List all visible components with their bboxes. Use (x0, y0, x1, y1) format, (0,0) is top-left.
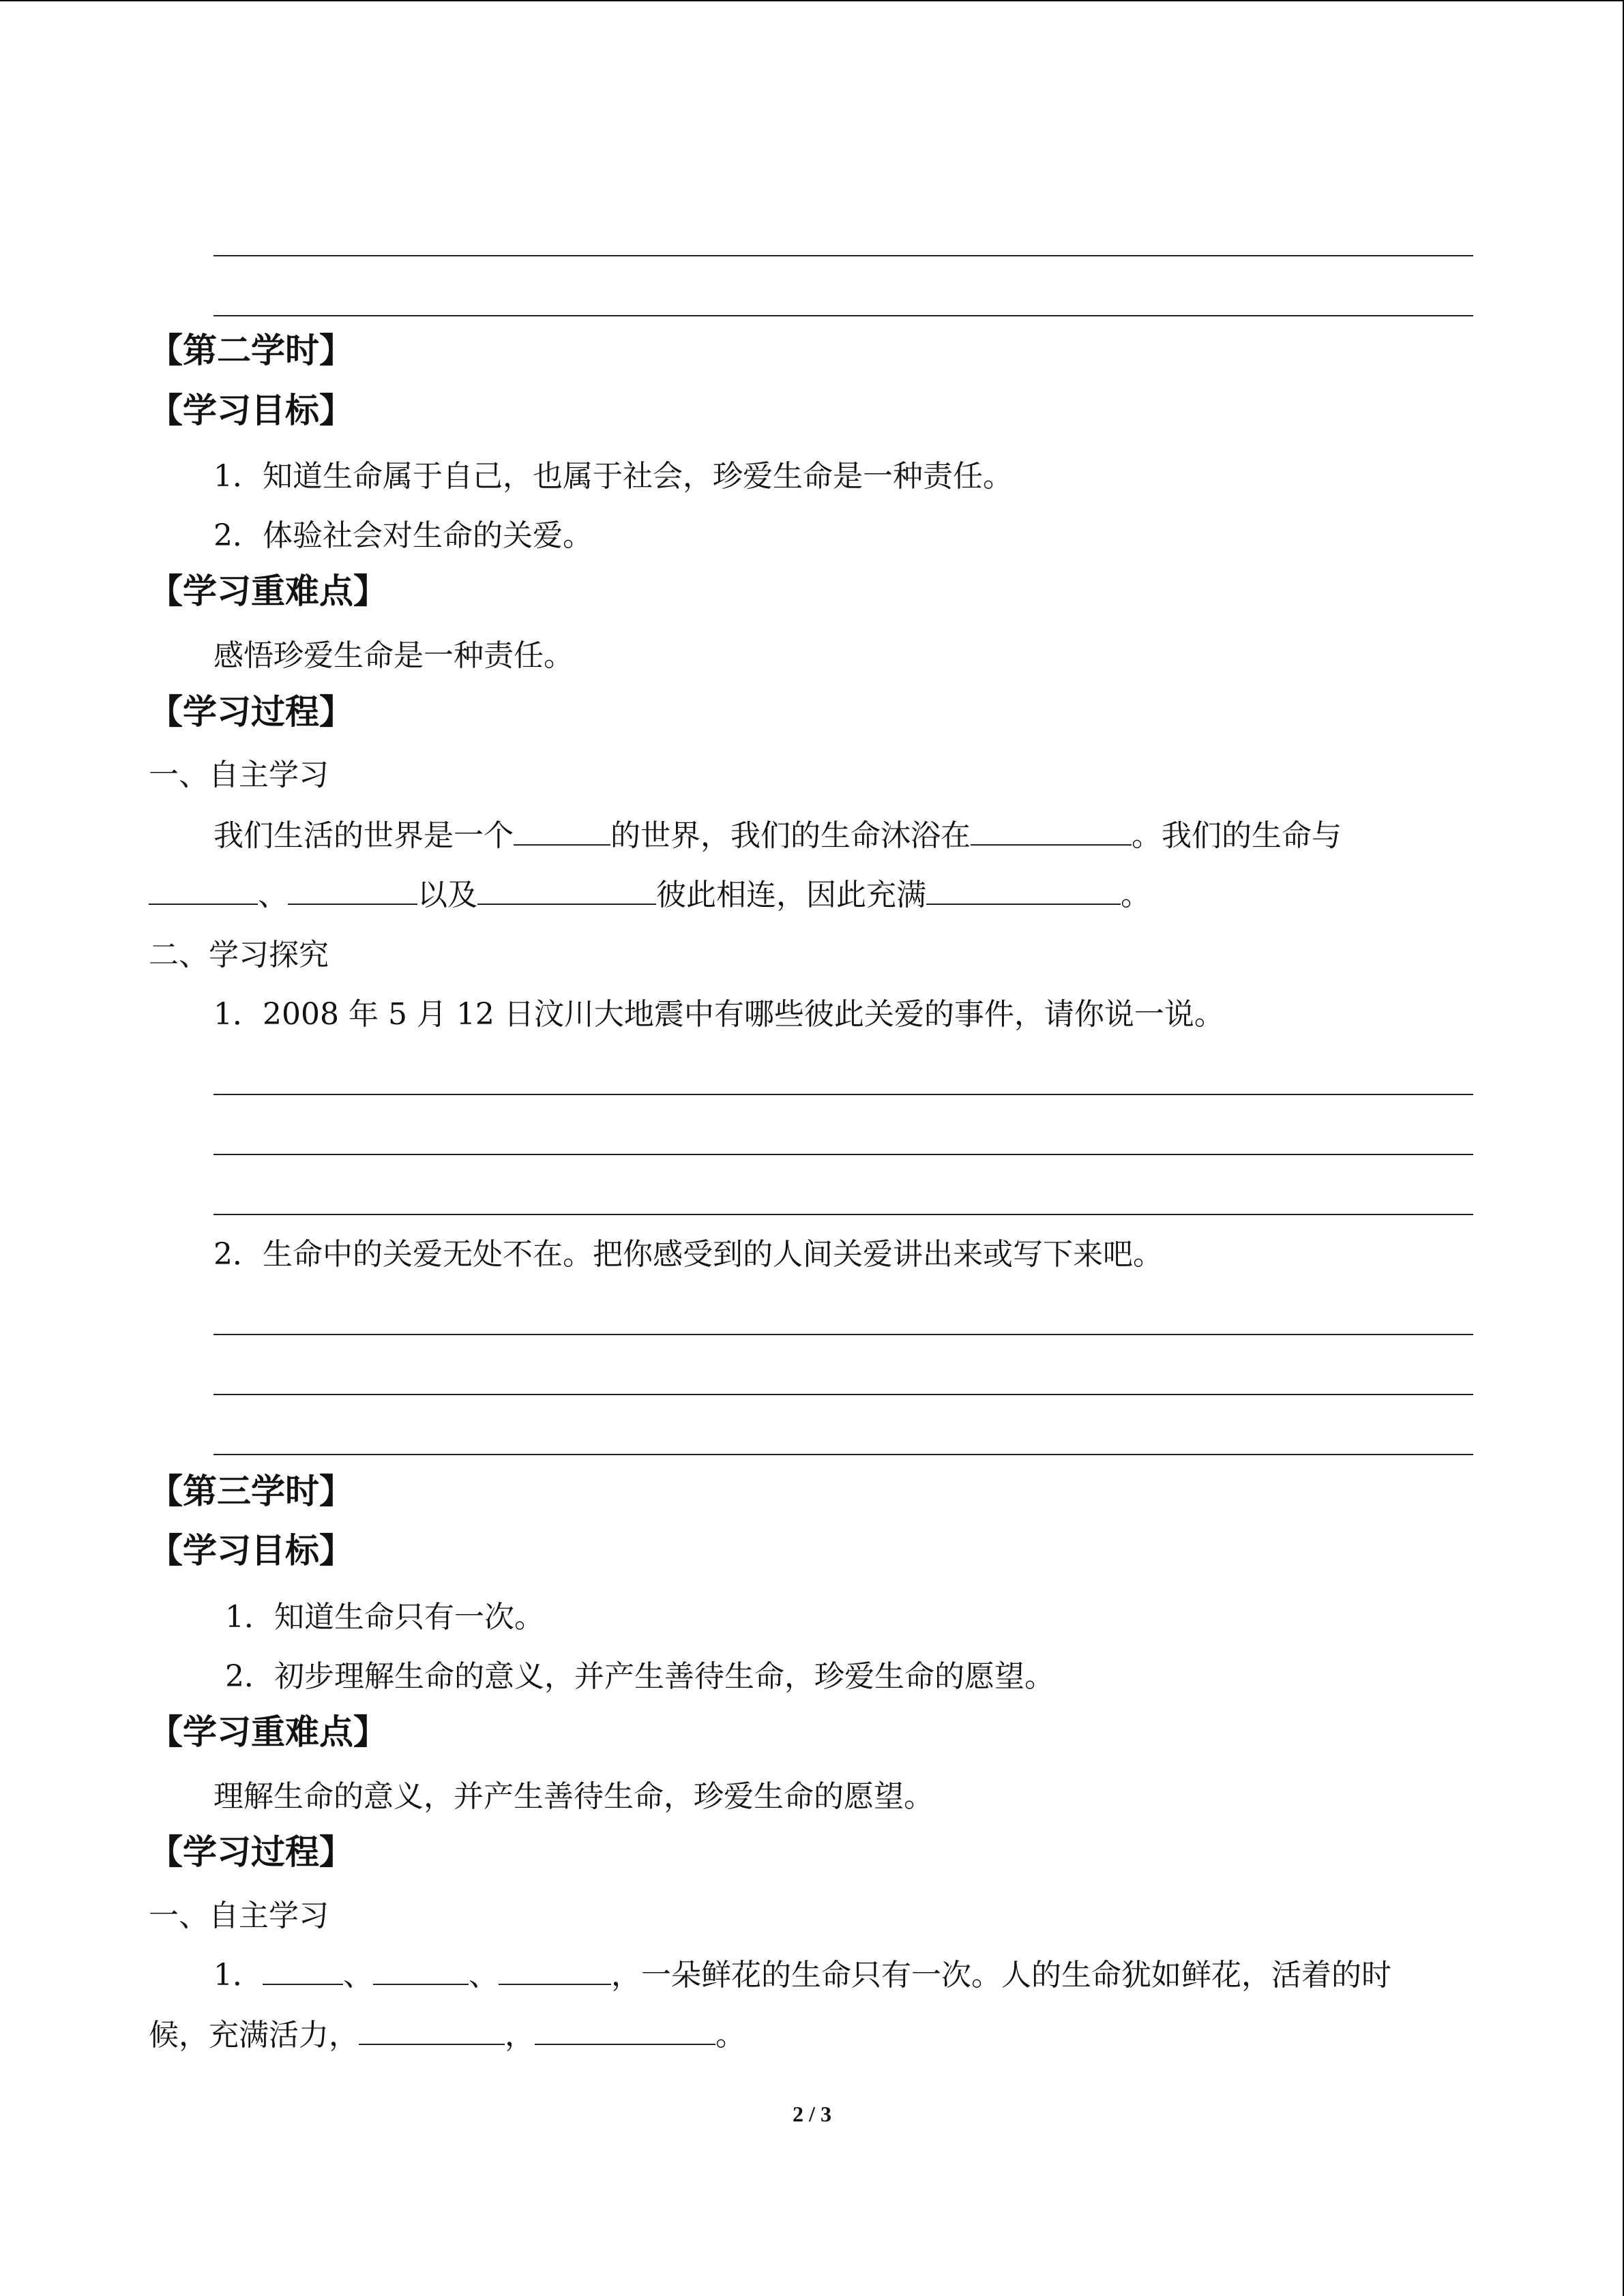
fill-blank[interactable] (499, 1956, 611, 1985)
fill-text: 彼此相连，因此充满 (656, 878, 926, 912)
answer-line[interactable] (213, 1094, 1473, 1095)
fill-blank[interactable] (359, 2016, 505, 2045)
session2-goals-heading: 【学习目标】 (149, 391, 353, 430)
page-top-border (0, 0, 1624, 1)
answer-line[interactable] (213, 315, 1473, 316)
fill-blank[interactable] (514, 817, 610, 846)
fill-blank[interactable] (263, 1956, 343, 1985)
session2-fill-line-1 (213, 817, 1342, 855)
session3-goal-2: 2．初步理解生命的意义，并产生善待生命，珍爱生命的愿望。 (225, 1659, 1054, 1694)
fill-blank[interactable] (288, 876, 417, 905)
session2-question-1: 1．2008 年 5 月 12 日汶川大地震中有哪些彼此关爱的事件，请你说一说。 (213, 997, 1224, 1032)
fill-text: ，一朵鲜花的生命只有一次。人的生命犹如鲜花，活着的时 (611, 1958, 1391, 1993)
session3-key-heading: 【学习重难点】 (149, 1712, 387, 1752)
fill-text: 。我们的生命与 (1132, 818, 1342, 853)
fill-text: 。 (715, 2018, 745, 2053)
session3-goal-1: 1．知道生命只有一次。 (225, 1600, 544, 1635)
answer-line[interactable] (213, 1394, 1473, 1395)
session3-key-text: 理解生命的意义，并产生善待生命，珍爱生命的愿望。 (213, 1779, 934, 1814)
session3-self-study-label: 一、自主学习 (149, 1898, 329, 1933)
fill-text: ， (505, 2018, 535, 2053)
session3-heading: 【第三学时】 (149, 1472, 353, 1511)
answer-line[interactable] (213, 1214, 1473, 1215)
fill-text: 以及 (417, 878, 477, 912)
session2-explore-label: 二、学习探究 (149, 938, 329, 972)
fill-text: 我们生活的世界是一个 (213, 818, 514, 853)
fill-text: 、 (469, 1958, 499, 1993)
answer-line[interactable] (213, 255, 1473, 256)
fill-text: 的世界，我们的生命沐浴在 (610, 818, 971, 853)
fill-text: 、 (258, 878, 288, 912)
session2-key-text: 感悟珍爱生命是一种责任。 (213, 638, 574, 673)
page-number: 2 / 3 (793, 2102, 831, 2126)
session2-question-2: 2．生命中的关爱无处不在。把你感受到的人间关爱讲出来或写下来吧。 (213, 1237, 1163, 1272)
fill-text: 1． (213, 1958, 263, 1993)
session3-fill-line-2 (149, 2016, 745, 2055)
session3-goals-heading: 【学习目标】 (149, 1531, 353, 1570)
session2-goal-1: 1．知道生命属于自己，也属于社会，珍爱生命是一种责任。 (213, 459, 1013, 494)
session3-process-heading: 【学习过程】 (149, 1832, 353, 1872)
session2-self-study-label: 一、自主学习 (149, 758, 329, 792)
fill-text: 候，充满活力， (149, 2018, 359, 2053)
session2-fill-line-2 (149, 876, 1151, 914)
fill-blank[interactable] (477, 876, 656, 905)
fill-text: 。 (1121, 878, 1151, 912)
fill-blank[interactable] (926, 876, 1121, 905)
session2-process-heading: 【学习过程】 (149, 692, 353, 732)
fill-text: 、 (343, 1958, 373, 1993)
answer-line[interactable] (213, 1454, 1473, 1455)
session2-key-heading: 【学习重难点】 (149, 571, 387, 611)
fill-blank[interactable] (149, 876, 258, 905)
session2-heading: 【第二学时】 (149, 331, 353, 370)
session2-goal-2: 2．体验社会对生命的关爱。 (213, 518, 593, 553)
session3-fill-line-1 (213, 1956, 1391, 1995)
fill-blank[interactable] (971, 817, 1132, 846)
answer-line[interactable] (213, 1334, 1473, 1335)
fill-blank[interactable] (535, 2016, 715, 2045)
answer-line[interactable] (213, 1154, 1473, 1155)
fill-blank[interactable] (373, 1956, 469, 1985)
